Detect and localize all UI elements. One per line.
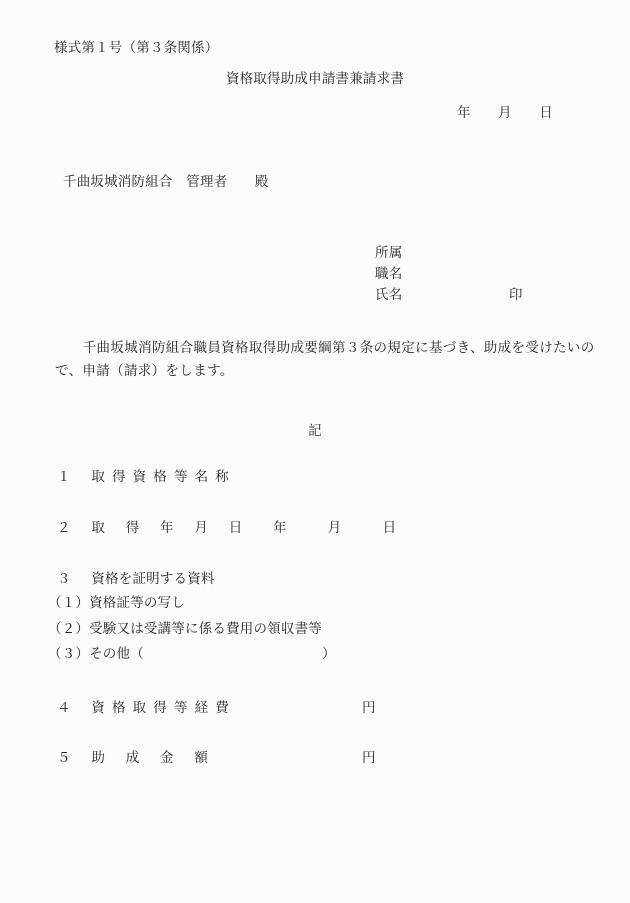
addressee-line: 千曲坂城消防組合 管理者 殿 [63, 174, 269, 189]
record-heading: 記 [308, 423, 322, 438]
item-1-acquired-qualification-name: １ 取 得 資 格 等 名 称 [57, 469, 229, 484]
item-3-proof-documents-label: ３ 資格を証明する資料 [57, 571, 215, 586]
item-4-expenses-label: ４ 資 格 取 得 等 経 費 [57, 700, 229, 715]
signature-seal-label: 印 [509, 287, 523, 302]
item-3-sub-3-other: （３）その他（ ） [48, 646, 336, 661]
body-paragraph-line-2: で、申請（請求）をします。 [55, 363, 234, 378]
date-line: 年 月 日 [457, 105, 553, 120]
signature-name-label: 氏名 [375, 287, 403, 302]
body-paragraph-line-1: 千曲坂城消防組合職員資格取得助成要綱第３条の規定に基づき、助成を受けたいの [55, 340, 595, 355]
item-3-sub-2-receipts: （２）受験又は受講等に係る費用の領収書等 [48, 621, 322, 636]
item-2-date-value: 年 月 日 [273, 520, 397, 535]
item-4-yen-unit: 円 [362, 700, 376, 715]
form-number: 様式第１号（第３条関係） [54, 40, 219, 55]
signature-affiliation-label: 所属 [375, 245, 403, 260]
signature-position-label: 職名 [375, 266, 403, 281]
item-5-subsidy-amount-label: ５ 助 成 金 額 [57, 750, 209, 765]
item-2-acquisition-date-label: ２ 取 得 年 月 日 [57, 520, 243, 535]
item-5-yen-unit: 円 [362, 750, 376, 765]
document-title: 資格取得助成申請書兼請求書 [225, 71, 405, 86]
item-3-sub-1-qualification-copy: （１）資格証等の写し [48, 595, 185, 610]
